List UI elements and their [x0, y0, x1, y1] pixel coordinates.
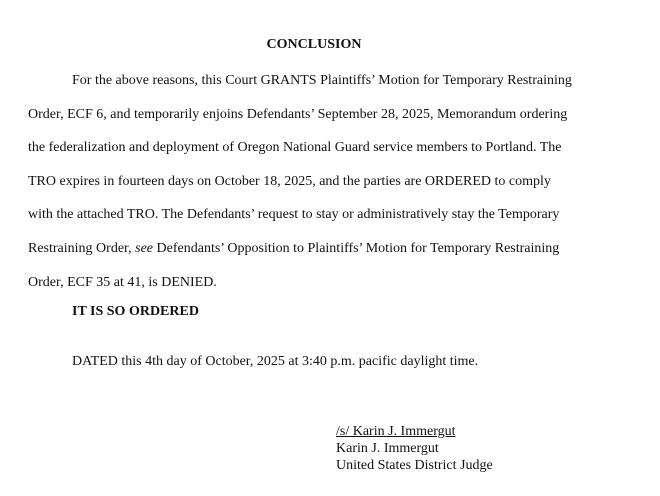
judge-title: United States District Judge: [336, 458, 493, 473]
dated-line: DATED this 4th day of October, 2025 at 3:40 p.m. pacific daylight time.: [72, 354, 479, 369]
section-heading: CONCLUSION: [266, 37, 362, 52]
paragraph-line-3: the federalization and deployment of Oregon National Guard service members to Portland. The: [28, 140, 562, 156]
so-ordered: IT IS SO ORDERED: [72, 304, 199, 319]
line6-italic: see: [135, 240, 154, 256]
paragraph-line-1: For the above reasons, this Court GRANTS Plaintiffs’ Motion for Temporary Restraining: [72, 73, 572, 88]
paragraph-line-2: Order, ECF 6, and temporarily enjoins Defendants’ September 28, 2025, Memorandum ordering: [28, 106, 568, 122]
electronic-signature: /s/ Karin J. Immergut: [336, 424, 456, 439]
judge-name: Karin J. Immergut: [336, 441, 439, 456]
paragraph-line-6: [28, 232, 614, 266]
line6-after: Defendants’ Opposition to Plaintiffs’ Motion for Temporary Restraining: [156, 240, 560, 256]
signature-block: [336, 423, 493, 474]
line6-before: Restraining Order,: [28, 240, 132, 256]
paragraph-line-7: Order, ECF 35 at 41, is DENIED.: [28, 274, 217, 290]
paragraph-line-5: with the attached TRO. The Defendants’ request to stay or administratively stay the Temporary: [28, 207, 560, 223]
conclusion-paragraph: [28, 64, 614, 299]
paragraph-line-4: TRO expires in fourteen days on October 18, 2025, and the parties are ORDERED to comply: [28, 173, 551, 189]
